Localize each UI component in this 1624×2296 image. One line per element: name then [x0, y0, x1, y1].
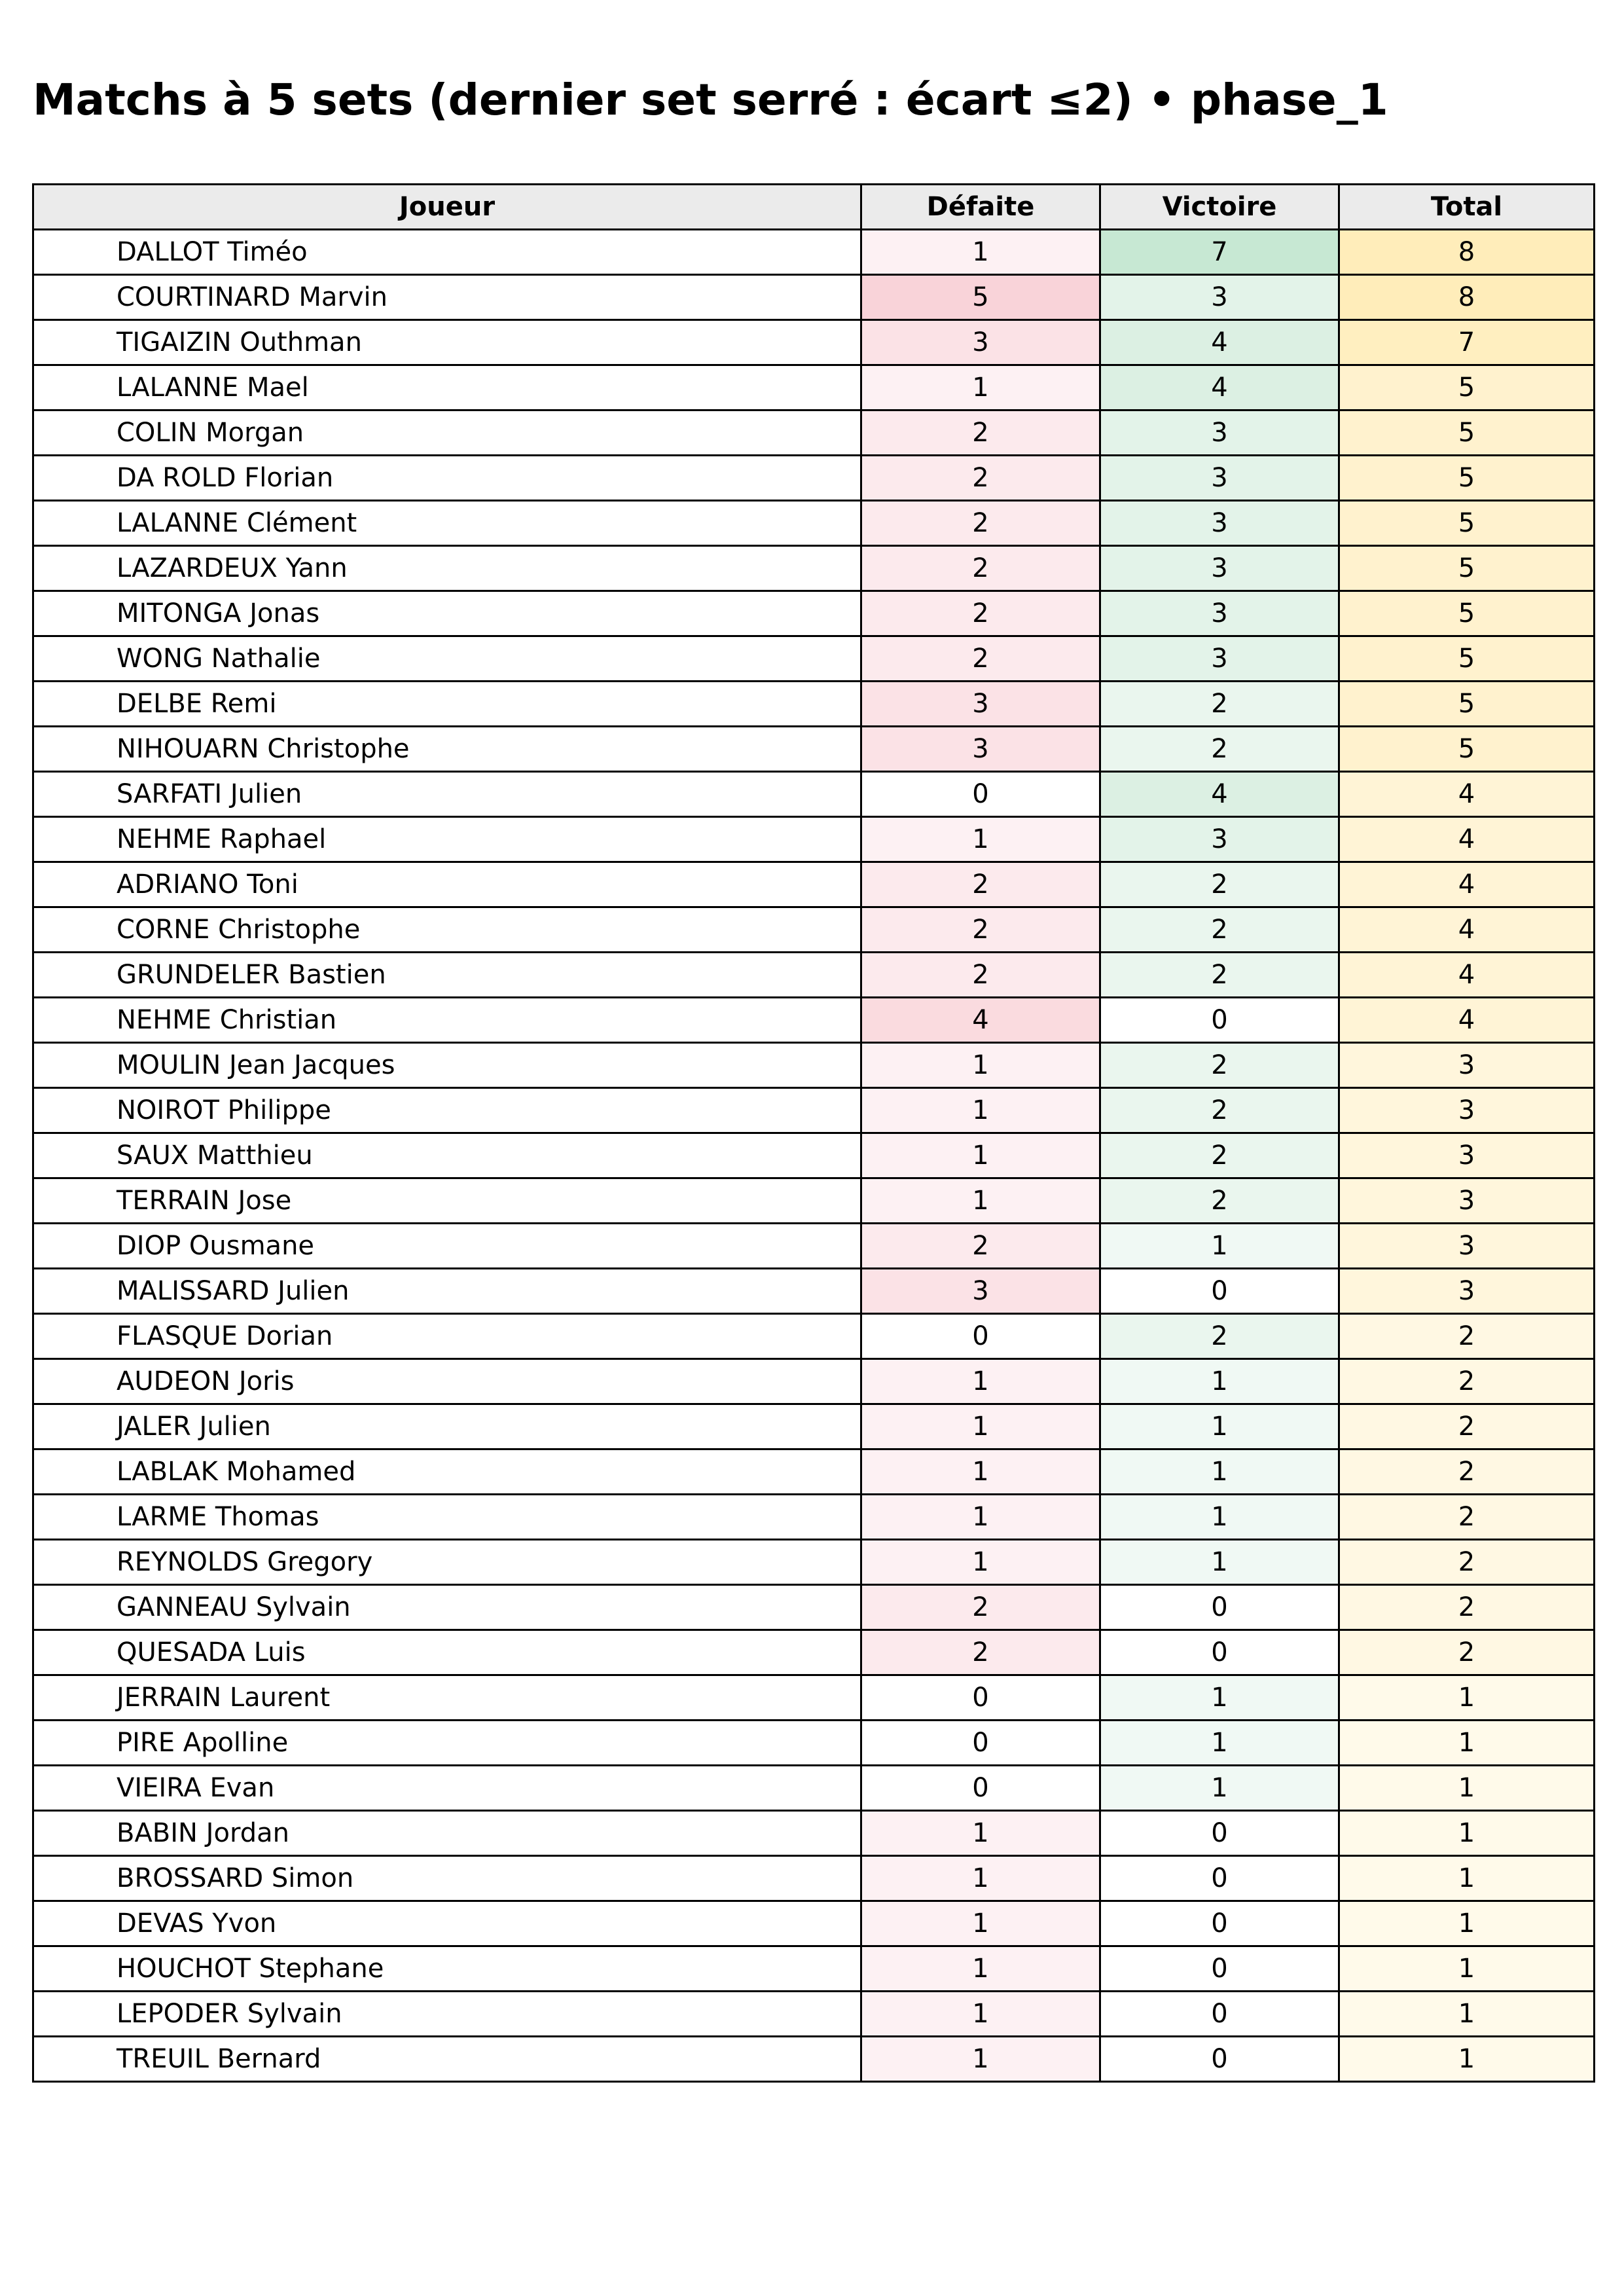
cell-victoire: 1: [1100, 1224, 1339, 1269]
cell-victoire: 7: [1100, 230, 1339, 275]
cell-victoire: 2: [1100, 1314, 1339, 1359]
cell-defaite: 5: [861, 275, 1100, 320]
cell-defaite: 2: [861, 410, 1100, 456]
table-row: [33, 862, 1595, 907]
cell-player: TIGAIZIN Outhman: [33, 320, 861, 365]
header-victoire[interactable]: Victoire: [1100, 185, 1339, 230]
table-row: [33, 275, 1595, 320]
cell-player: NEHME Christian: [33, 998, 861, 1043]
cell-defaite: 1: [861, 1088, 1100, 1133]
cell-total: 1: [1339, 1992, 1595, 2037]
cell-total: 1: [1339, 1721, 1595, 1766]
cell-player: DIOP Ousmane: [33, 1224, 861, 1269]
cell-defaite: 1: [861, 1946, 1100, 1992]
cell-victoire: 2: [1100, 1133, 1339, 1178]
table-row: [33, 591, 1595, 636]
cell-total: 3: [1339, 1178, 1595, 1224]
cell-defaite: 0: [861, 1314, 1100, 1359]
cell-defaite: 2: [861, 591, 1100, 636]
cell-victoire: 3: [1100, 817, 1339, 862]
table-row: [33, 365, 1595, 410]
page-title: Matchs à 5 sets (dernier set serré : écart ≤2) • phase_1: [33, 75, 1388, 125]
table-row: [33, 953, 1595, 998]
cell-total: 1: [1339, 1856, 1595, 1901]
cell-player: BROSSARD Simon: [33, 1856, 861, 1901]
cell-total: 5: [1339, 456, 1595, 501]
cell-total: 2: [1339, 1314, 1595, 1359]
table-row: [33, 1133, 1595, 1178]
table-row: [33, 2037, 1595, 2082]
table-row: [33, 1359, 1595, 1404]
cell-victoire: 2: [1100, 953, 1339, 998]
cell-victoire: 3: [1100, 636, 1339, 682]
cell-total: 2: [1339, 1449, 1595, 1495]
cell-defaite: 2: [861, 907, 1100, 953]
cell-total: 2: [1339, 1404, 1595, 1449]
header-defaite[interactable]: Défaite: [861, 185, 1100, 230]
cell-total: 5: [1339, 636, 1595, 682]
table-row: [33, 1495, 1595, 1540]
cell-victoire: 0: [1100, 2037, 1339, 2082]
cell-victoire: 0: [1100, 998, 1339, 1043]
table-row: [33, 546, 1595, 591]
cell-player: DEVAS Yvon: [33, 1901, 861, 1946]
cell-victoire: 0: [1100, 1992, 1339, 2037]
header-joueur[interactable]: Joueur: [33, 185, 861, 230]
cell-victoire: 0: [1100, 1946, 1339, 1992]
table-row: [33, 230, 1595, 275]
table-body: [33, 230, 1595, 2082]
table-row: [33, 727, 1595, 772]
cell-total: 8: [1339, 230, 1595, 275]
cell-player: JALER Julien: [33, 1404, 861, 1449]
table-row: [33, 1269, 1595, 1314]
cell-player: COURTINARD Marvin: [33, 275, 861, 320]
cell-victoire: 1: [1100, 1766, 1339, 1811]
table-header-row: [33, 185, 1595, 230]
table-row: [33, 1540, 1595, 1585]
cell-player: MALISSARD Julien: [33, 1269, 861, 1314]
cell-player: QUESADA Luis: [33, 1630, 861, 1675]
cell-defaite: 4: [861, 998, 1100, 1043]
cell-victoire: 0: [1100, 1269, 1339, 1314]
cell-victoire: 0: [1100, 1585, 1339, 1630]
table-row: [33, 1811, 1595, 1856]
cell-player: PIRE Apolline: [33, 1721, 861, 1766]
cell-total: 2: [1339, 1495, 1595, 1540]
cell-defaite: 1: [861, 1359, 1100, 1404]
cell-player: VIEIRA Evan: [33, 1766, 861, 1811]
cell-defaite: 2: [861, 456, 1100, 501]
cell-player: JERRAIN Laurent: [33, 1675, 861, 1721]
table-row: [33, 1449, 1595, 1495]
cell-defaite: 2: [861, 953, 1100, 998]
table-row: [33, 1314, 1595, 1359]
cell-player: LARME Thomas: [33, 1495, 861, 1540]
cell-defaite: 1: [861, 365, 1100, 410]
cell-defaite: 1: [861, 1992, 1100, 2037]
cell-player: DA ROLD Florian: [33, 456, 861, 501]
cell-total: 3: [1339, 1269, 1595, 1314]
cell-total: 1: [1339, 1946, 1595, 1992]
cell-defaite: 1: [861, 1856, 1100, 1901]
cell-player: SAUX Matthieu: [33, 1133, 861, 1178]
cell-defaite: 2: [861, 546, 1100, 591]
cell-total: 5: [1339, 546, 1595, 591]
cell-total: 5: [1339, 591, 1595, 636]
cell-victoire: 1: [1100, 1495, 1339, 1540]
cell-total: 1: [1339, 1901, 1595, 1946]
cell-defaite: 2: [861, 862, 1100, 907]
cell-victoire: 3: [1100, 591, 1339, 636]
cell-victoire: 2: [1100, 682, 1339, 727]
table-row: [33, 907, 1595, 953]
cell-player: BABIN Jordan: [33, 1811, 861, 1856]
cell-victoire: 2: [1100, 862, 1339, 907]
cell-victoire: 3: [1100, 275, 1339, 320]
cell-defaite: 1: [861, 1178, 1100, 1224]
table-row: [33, 1856, 1595, 1901]
cell-defaite: 1: [861, 1133, 1100, 1178]
cell-total: 1: [1339, 2037, 1595, 2082]
cell-total: 2: [1339, 1359, 1595, 1404]
cell-victoire: 0: [1100, 1901, 1339, 1946]
cell-defaite: 2: [861, 1585, 1100, 1630]
table-row: [33, 410, 1595, 456]
cell-total: 5: [1339, 501, 1595, 546]
cell-player: DELBE Remi: [33, 682, 861, 727]
table-row: [33, 501, 1595, 546]
table-row: [33, 1901, 1595, 1946]
cell-defaite: 1: [861, 1495, 1100, 1540]
cell-defaite: 1: [861, 2037, 1100, 2082]
cell-player: COLIN Morgan: [33, 410, 861, 456]
table-row: [33, 682, 1595, 727]
cell-player: TREUIL Bernard: [33, 2037, 861, 2082]
cell-victoire: 2: [1100, 907, 1339, 953]
cell-victoire: 0: [1100, 1856, 1339, 1901]
table-row: [33, 1043, 1595, 1088]
cell-victoire: 3: [1100, 410, 1339, 456]
stats-table: [32, 183, 1595, 2083]
table-row: [33, 1992, 1595, 2037]
cell-defaite: 0: [861, 1721, 1100, 1766]
cell-total: 2: [1339, 1630, 1595, 1675]
cell-victoire: 1: [1100, 1721, 1339, 1766]
cell-victoire: 1: [1100, 1404, 1339, 1449]
cell-player: CORNE Christophe: [33, 907, 861, 953]
cell-defaite: 0: [861, 772, 1100, 817]
cell-player: MITONGA Jonas: [33, 591, 861, 636]
cell-defaite: 2: [861, 1630, 1100, 1675]
cell-defaite: 1: [861, 1901, 1100, 1946]
cell-victoire: 4: [1100, 320, 1339, 365]
cell-player: NOIROT Philippe: [33, 1088, 861, 1133]
cell-player: WONG Nathalie: [33, 636, 861, 682]
cell-defaite: 1: [861, 1449, 1100, 1495]
cell-total: 4: [1339, 953, 1595, 998]
cell-total: 4: [1339, 998, 1595, 1043]
cell-player: HOUCHOT Stephane: [33, 1946, 861, 1992]
cell-victoire: 1: [1100, 1359, 1339, 1404]
cell-defaite: 0: [861, 1766, 1100, 1811]
cell-player: LALANNE Clément: [33, 501, 861, 546]
cell-player: ADRIANO Toni: [33, 862, 861, 907]
cell-total: 4: [1339, 817, 1595, 862]
cell-victoire: 4: [1100, 772, 1339, 817]
cell-victoire: 4: [1100, 365, 1339, 410]
table-row: [33, 772, 1595, 817]
cell-total: 4: [1339, 772, 1595, 817]
table-row: [33, 1766, 1595, 1811]
cell-defaite: 1: [861, 230, 1100, 275]
cell-victoire: 2: [1100, 1178, 1339, 1224]
cell-total: 8: [1339, 275, 1595, 320]
cell-defaite: 1: [861, 1404, 1100, 1449]
cell-total: 5: [1339, 365, 1595, 410]
table-row: [33, 1178, 1595, 1224]
cell-player: GRUNDELER Bastien: [33, 953, 861, 998]
cell-defaite: 3: [861, 320, 1100, 365]
cell-player: LAZARDEUX Yann: [33, 546, 861, 591]
table-row: [33, 636, 1595, 682]
cell-victoire: 2: [1100, 727, 1339, 772]
table-row: [33, 998, 1595, 1043]
table-row: [33, 1721, 1595, 1766]
cell-player: DALLOT Timéo: [33, 230, 861, 275]
table-row: [33, 320, 1595, 365]
cell-total: 5: [1339, 727, 1595, 772]
cell-victoire: 3: [1100, 501, 1339, 546]
cell-total: 4: [1339, 907, 1595, 953]
cell-defaite: 3: [861, 1269, 1100, 1314]
cell-defaite: 3: [861, 682, 1100, 727]
cell-total: 1: [1339, 1811, 1595, 1856]
header-total[interactable]: Total: [1339, 185, 1595, 230]
cell-victoire: 2: [1100, 1043, 1339, 1088]
cell-total: 3: [1339, 1133, 1595, 1178]
cell-defaite: 2: [861, 501, 1100, 546]
cell-player: TERRAIN Jose: [33, 1178, 861, 1224]
cell-defaite: 1: [861, 1540, 1100, 1585]
cell-defaite: 1: [861, 817, 1100, 862]
cell-total: 5: [1339, 410, 1595, 456]
cell-player: FLASQUE Dorian: [33, 1314, 861, 1359]
cell-victoire: 1: [1100, 1449, 1339, 1495]
cell-total: 7: [1339, 320, 1595, 365]
cell-defaite: 1: [861, 1043, 1100, 1088]
cell-player: LALANNE Mael: [33, 365, 861, 410]
table-row: [33, 1630, 1595, 1675]
cell-player: NIHOUARN Christophe: [33, 727, 861, 772]
cell-victoire: 3: [1100, 456, 1339, 501]
cell-total: 1: [1339, 1766, 1595, 1811]
cell-defaite: 3: [861, 727, 1100, 772]
cell-player: NEHME Raphael: [33, 817, 861, 862]
cell-player: AUDEON Joris: [33, 1359, 861, 1404]
table-row: [33, 1946, 1595, 1992]
table-row: [33, 817, 1595, 862]
cell-total: 4: [1339, 862, 1595, 907]
cell-defaite: 2: [861, 636, 1100, 682]
cell-victoire: 2: [1100, 1088, 1339, 1133]
cell-total: 1: [1339, 1675, 1595, 1721]
cell-total: 5: [1339, 682, 1595, 727]
cell-defaite: 2: [861, 1224, 1100, 1269]
cell-player: REYNOLDS Gregory: [33, 1540, 861, 1585]
cell-total: 3: [1339, 1043, 1595, 1088]
cell-player: GANNEAU Sylvain: [33, 1585, 861, 1630]
cell-defaite: 0: [861, 1675, 1100, 1721]
cell-total: 3: [1339, 1224, 1595, 1269]
cell-victoire: 1: [1100, 1675, 1339, 1721]
cell-player: SARFATI Julien: [33, 772, 861, 817]
cell-total: 2: [1339, 1585, 1595, 1630]
cell-victoire: 1: [1100, 1540, 1339, 1585]
table-row: [33, 1675, 1595, 1721]
table-row: [33, 1404, 1595, 1449]
cell-total: 2: [1339, 1540, 1595, 1585]
cell-defaite: 1: [861, 1811, 1100, 1856]
table-row: [33, 1088, 1595, 1133]
table-row: [33, 456, 1595, 501]
cell-victoire: 0: [1100, 1811, 1339, 1856]
cell-player: LABLAK Mohamed: [33, 1449, 861, 1495]
cell-total: 3: [1339, 1088, 1595, 1133]
cell-victoire: 0: [1100, 1630, 1339, 1675]
table-row: [33, 1224, 1595, 1269]
cell-player: MOULIN Jean Jacques: [33, 1043, 861, 1088]
cell-player: LEPODER Sylvain: [33, 1992, 861, 2037]
cell-victoire: 3: [1100, 546, 1339, 591]
table-row: [33, 1585, 1595, 1630]
